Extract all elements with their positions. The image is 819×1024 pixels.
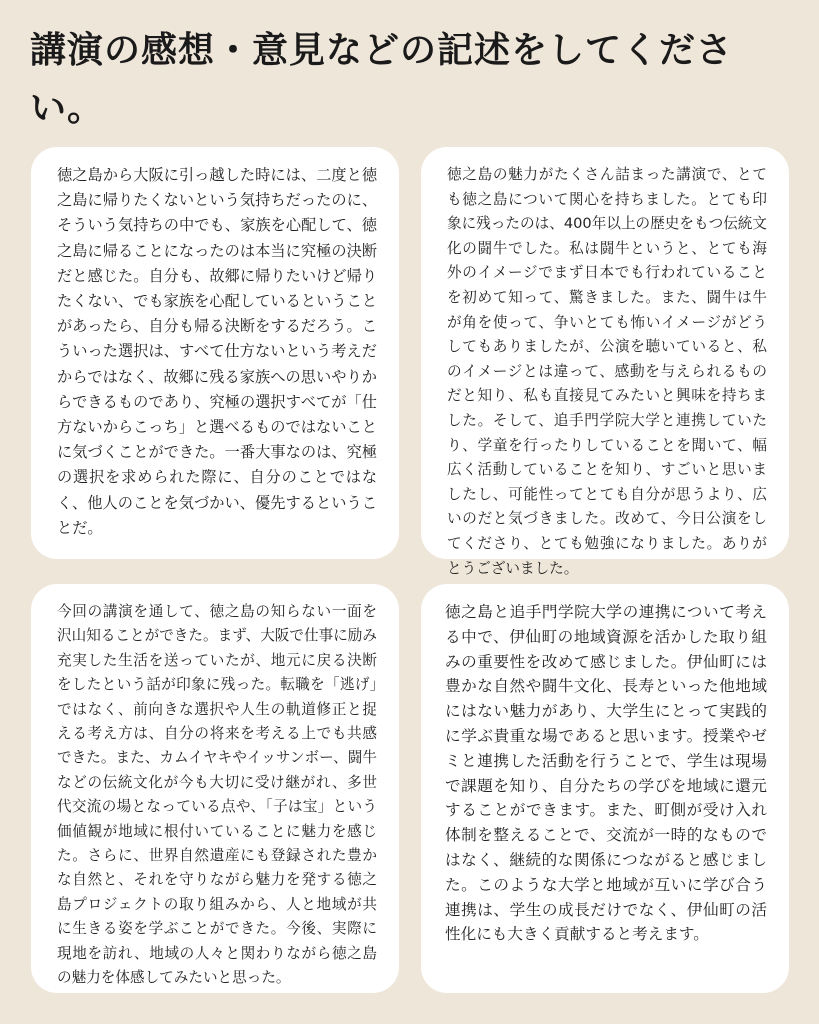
page-title: 講演の感想・意見などの記述をしてください。 [30, 30, 734, 129]
response-card-1 [31, 147, 399, 559]
response-card-4 [421, 584, 789, 993]
response-card-3 [31, 584, 399, 993]
response-text: 徳之島の魅力がたくさん詰まった講演で、とても徳之島について関心を持ちました。とても印象に残ったのは、400年以上の歴史をもつ伝統文化の闘牛でした。私は闘牛というと、とても海外のイメージでまず日本でも行われていることを初めて知って、驚きました。また、闘牛は牛が角を使って、争いとても怖いイメージがどうしてもありましたが、公演を聴いていると、私のイメージとは違って、感動を与えられるものだと知り、私も直接見てみたいと興味を持ちました。そして、追手門学院大学と連携していたり、学童を行ったりしていることを聞いて、幅広く活動していることを知り、すごいと思いましたし、可能性ってとても自分が思うより、広いのだと気づきました。改めて、今日公演をしてくださり、とても勉強になりました。ありがとうございました。 [447, 166, 767, 577]
response-text: 徳之島から大阪に引っ越した時には、二度と徳之島に帰りたくないという気持ちだったのに、そういう気持ちの中でも、家族を心配して、徳之島に帰ることになったのは本当に究極の決断だと感じた。自分も、故郷に帰りたいけど帰りたくない、でも家族を心配しているということがあったら、自分も帰る決断をするだろう。こういった選択は、すべて仕方ないという考えだからではなく、故郷に残る家族への思いやりからできるものであり、究極の選択すべてが「仕方ないからこっち」と選べるものではないことに気づくことができた。一番大事なのは、究極の選択を求められた際に、自分のことではなく、他人のことを気づかい、優先するということだ。 [57, 166, 377, 537]
response-text: 今回の講演を通して、徳之島の知らない一面を沢山知ることができた。まず、大阪で仕事に励み充実した生活を送っていたが、地元に戻る決断をしたという話が印象に残った。転職を「逃げ」ではなく、前向きな選択や人生の軌道修正と捉える考え方は、自分の将来を考える上でも共感できた。また、カムイヤキやイッサンボー、闘牛などの伝統文化が今も大切に受け継がれ、多世代交流の場となっている点や、「子は宝」という価値観が地域に根付いていることに魅力を感じた。さらに、世界自然遺産にも登録された豊かな自然と、それを守りながら魅力を発する徳之島プロジェクトの取り組みから、人と地域が共に生きる姿を学ぶことができた。今後、実際に現地を訪れ、地域の人々と関わりながら徳之島の魅力を体感してみたいと思った。 [57, 603, 377, 987]
response-text: 徳之島と追手門学院大学の連携について考える中で、伊仙町の地域資源を活かした取り組みの重要性を改めて感じました。伊仙町には豊かな自然や闘牛文化、長寿といった他地域にはない魅力があり、大学生にとって実践的に学ぶ貴重な場であると思います。授業やゼミと連携した活動を行うことで、学生は現場で課題を知り、自分たちの学びを地域に還元することができます。また、町側が受け入れ体制を整えることで、交流が一時的なものではなく、継続的な関係につながると感じました。このような大学と地域が互いに学び合う連携は、学生の成長だけでなく、伊仙町の活性化にも大きく貢献すると考えます。 [445, 603, 767, 944]
response-card-2 [421, 147, 789, 577]
